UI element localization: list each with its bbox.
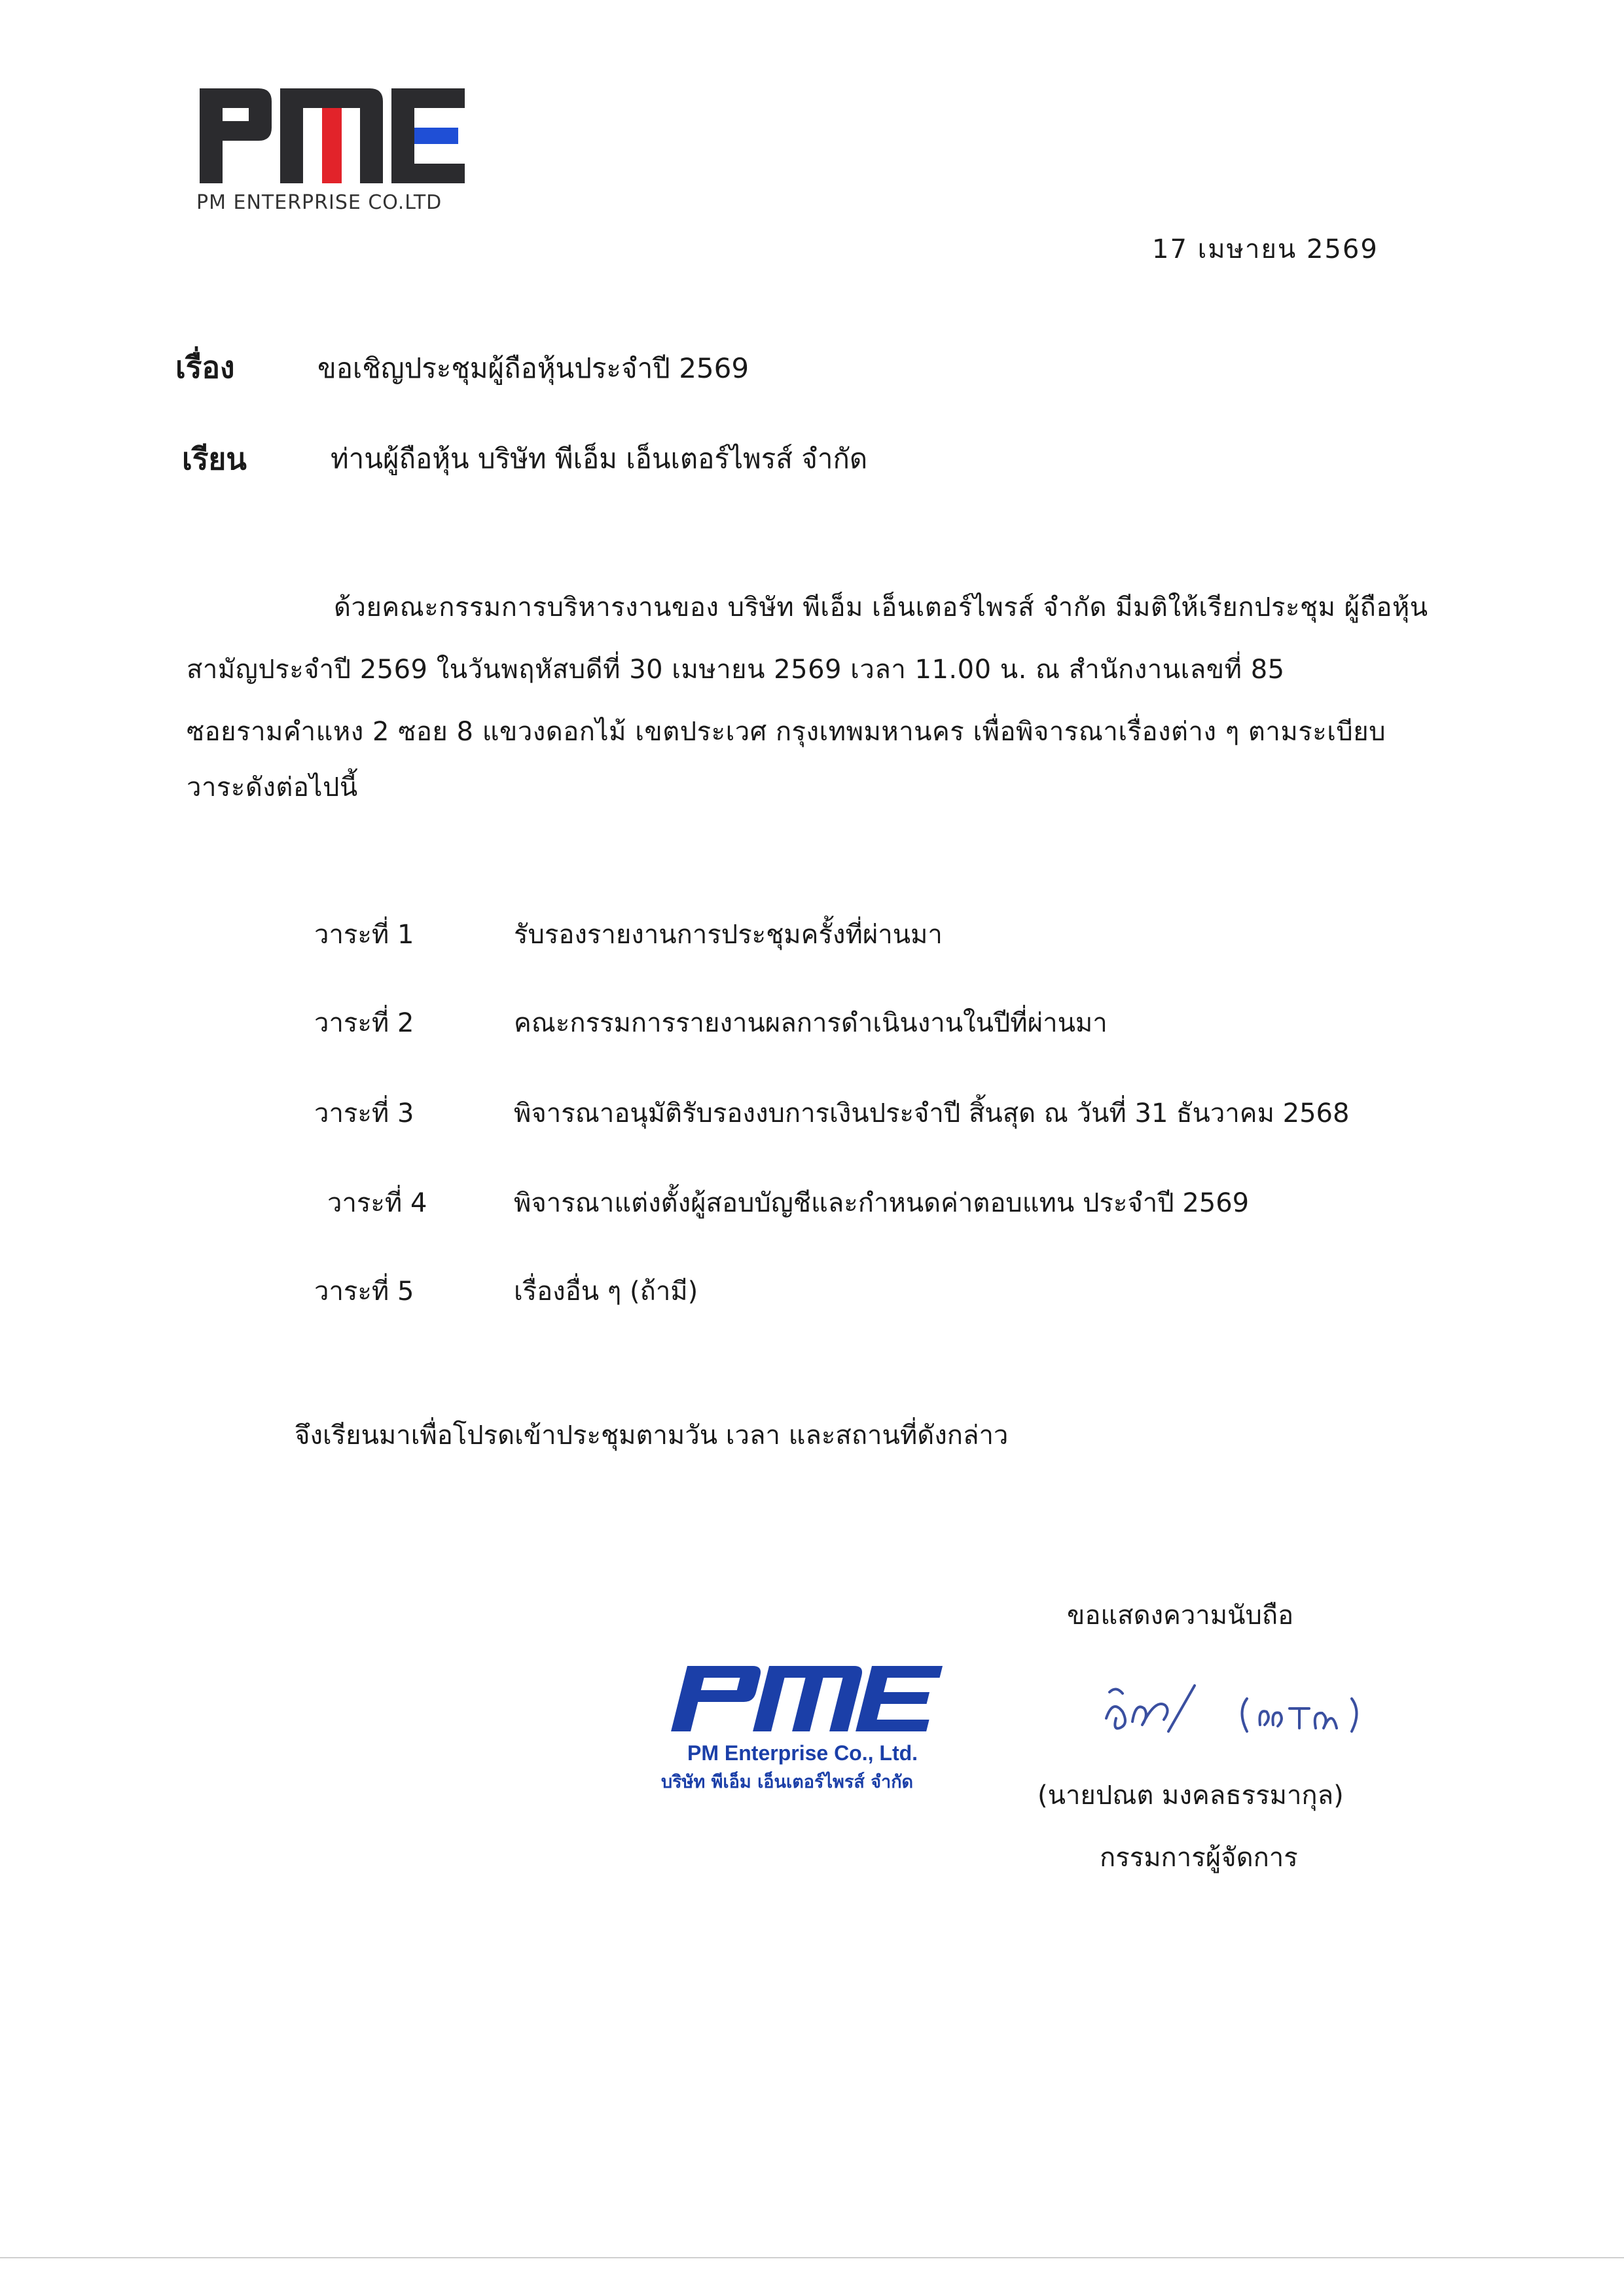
body-line: ซอยรามคำแหง 2 ซอย 8 แขวงดอกไม้ เขตประเวศ กรุงเทพมหานคร เพื่อพิจารณาเรื่องต่าง ๆ ตามระเบียบ [187,717,1386,747]
signer-title: กรรมการผู้จัดการ [1100,1843,1298,1873]
recipient-label: เรียน [182,441,247,477]
recipient-value: ท่านผู้ถือหุ้น บริษัท พีเอ็ม เอ็นเตอร์ไพรส์ จำกัด [331,443,868,475]
agenda-text: พิจารณาแต่งตั้งผู้สอบบัญชีและกำหนดค่าตอบแทน ประจำปี 2569 [514,1188,1250,1218]
body-line: สามัญประจำปี 2569 ในวันพฤหัสบดีที่ 30 เมษายน 2569 เวลา 11.00 น. ณ สำนักงานเลขที่ 85 [187,655,1285,685]
stamp-pme-logo [664,1653,946,1738]
agenda-number: วาระที่ 3 [314,1098,414,1129]
closing-line: จึงเรียนมาเพื่อโปรดเข้าประชุมตามวัน เวลา และสถานที่ดังกล่าว [295,1420,1009,1451]
company-logo-caption: PM ENTERPRISE CO.LTD [196,191,442,214]
body-line: ด้วยคณะกรรมการบริหารงานของ บริษัท พีเอ็ม เอ็นเตอร์ไพรส์ จำกัด มีมติให้เรียกประชุม ผู้ถือหุ้น [334,592,1428,623]
agenda-text: พิจารณาอนุมัติรับรองงบการเงินประจำปี สิ้นสุด ณ วันที่ 31 ธันวาคม 2568 [514,1098,1350,1129]
page-bottom-divider [0,2257,1624,2258]
stamp-company-th: บริษัท พีเอ็ม เอ็นเตอร์ไพรส์ จำกัด [661,1772,914,1792]
agenda-number: วาระที่ 2 [314,1008,414,1038]
agenda-number: วาระที่ 5 [314,1276,414,1307]
handwritten-signature [1093,1672,1407,1751]
agenda-text: รับรองรายงานการประชุมครั้งที่ผ่านมา [514,920,943,950]
agenda-item [314,1002,1492,1041]
subject-label: เรื่อง [175,350,235,385]
pme-logo-mark [196,82,471,187]
agenda-number: วาระที่ 4 [327,1188,427,1218]
subject-value: ขอเชิญประชุมผู้ถือหุ้นประจำปี 2569 [317,352,749,384]
letter-date: 17 เมษายน 2569 [1152,234,1379,264]
signature-drawing [1093,1672,1407,1751]
agenda-item [314,1270,1492,1309]
agenda-item [314,1182,1492,1221]
agenda-text: เรื่องอื่น ๆ (ถ้ามี) [514,1276,698,1307]
body-line: วาระดังต่อไปนี้ [187,772,358,803]
regards-line: ขอแสดงความนับถือ [1067,1600,1294,1631]
agenda-number: วาระที่ 1 [314,920,414,950]
stamp-company-en: PM Enterprise Co., Ltd. [687,1741,918,1765]
agenda-item [314,913,1492,952]
signer-name: (นายปณต มงคลธรรมากุล) [1038,1780,1344,1811]
agenda-item [314,1092,1492,1131]
agenda-text: คณะกรรมการรายงานผลการดำเนินงานในปีที่ผ่านมา [514,1008,1108,1038]
